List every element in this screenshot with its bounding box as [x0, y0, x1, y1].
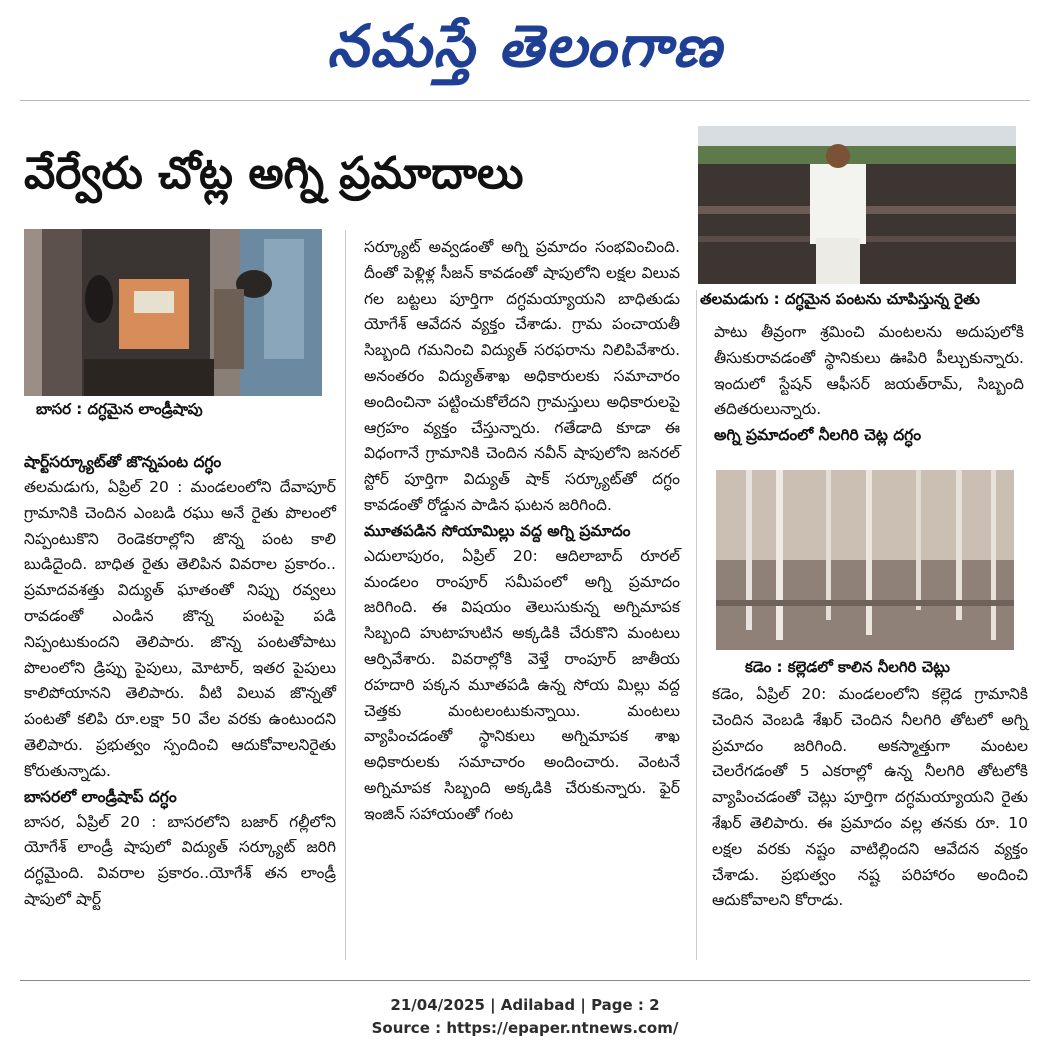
- column-divider: [345, 230, 346, 960]
- footer-date: 21/04/2025 | Adilabad | Page : 2: [390, 996, 660, 1014]
- column-divider: [696, 290, 697, 960]
- farmer-caption: తలమడుగు : దగ్ధమైన పంటను చూపిస్తున్న రైతు: [700, 290, 980, 308]
- article-paragraph: కడెం, ఏప్రిల్ 20: మండలంలోని కల్లెడ గ్రామానికి చెందిన వెంబడి శేఖర్ చెందిన నీలగిరి తోటలో అగ్ని ప్రమాదం జరిగింది. అకస్మాత్తుగా మంటల చెలరేగడంతో 5 ఎకరాల్లో ఉన్న నీలగిరి తోటలోకి వ్యాపించడంతో చెట్లు పూర్తిగా దగ్ధమయ్యాయని రైతు శేఖర్ తెలిపారు. ఈ ప్రమాదం వల్ల తనకు రూ. 10 లక్షల వరకు నష్టం వాటిల్లిందని ఆవేదన వ్యక్తం చేశాడు. ప్రభుత్వం నష్ట పరిహారం అందించి ఆదుకోవాలని కోరాడు.: [712, 685, 1028, 910]
- subheading: అగ్ని ప్రమాదంలో నీలగిరి చెట్ల దగ్ధం: [714, 426, 922, 445]
- subheading: షార్ట్‌సర్క్యూట్‌తో జొన్నపంట దగ్ధం: [24, 453, 222, 471]
- column-2: [364, 235, 680, 828]
- farmer-photo: [698, 126, 1016, 284]
- column-3-top: [714, 320, 1024, 448]
- masthead-rule: [20, 100, 1030, 101]
- column-1: [24, 450, 336, 913]
- article-paragraph: తలమడుగు, ఏప్రిల్ 20 : మండలంలోని దేవాపూర్ గ్రామానికి చెందిన ఎంబడి రఘు అనే రైతు పొలంలో నిప్పంటుకొని రెండెకరాల్లోని జొన్న పంట కాలి బుడిదైంది. బాధిత రైతు తెలిపిన వివరాల ప్రకారం.. ప్రమాదవశత్తు విద్యుత్ ఘాతంతో నిప్పు రవ్వలు రావడంతో ఎండిన జొన్న పంటపై పడి నిప్పంటుకుందని తెలిపారు. జొన్న పంటతోపాటు పొలంలోని డ్రిప్పు పైపులు, మోటార్, ఇతర పైపులు కాలిపోయానని తెలిపారు. వీటి విలువ జొన్నతో పంటతో కలిపి రూ.లక్షా 50 వేల వరకు ఉంటుందని తెలిపారు. ప్రభుత్వం స్పందించి ఆదుకోవాలనిరైతు కోరుతున్నాడు.: [24, 478, 336, 780]
- subheading: బాసరలో లాండ్రీషాప్ దగ్ధం: [24, 787, 177, 806]
- subheading: మూతపడిన సోయామిల్లు వద్ద అగ్ని ప్రమాదం: [364, 521, 631, 540]
- column-3-bottom: [712, 682, 1028, 914]
- footer-rule: [20, 980, 1030, 981]
- trees-photo: [716, 470, 1014, 650]
- masthead: [0, 6, 1050, 86]
- footer-source: Source : https://epaper.ntnews.com/: [371, 1019, 679, 1037]
- trees-caption: కడెం : కల్లెడలో కాలిన నీలగిరి చెట్లు: [745, 658, 950, 676]
- article-paragraph: ఎదులాపురం, ఏప్రిల్ 20: ఆదిలాబాద్ రూరల్ మండలం రాంపూర్ సమీపంలో అగ్ని ప్రమాదం జరిగింది. ఈ విషయం తెలుసుకున్న అగ్నిమాపక సిబ్బంది హుటాహుటిన అక్కడికి చేరుకొని మంటలు ఆర్పివేశారు. వివరాల్లోకి వెళ్తే రాంపూర్ జాతీయ రహదారి పక్కన మూతపడి ఉన్న సోయ మిల్లు వద్ద చెత్తకు మంటలంటుకున్నాయి. మంటలు వ్యాపించడంతో స్థానికులు అగ్నిమాపక శాఖ అధికారులకు సమాచారం అందించారు. వెంటనే అగ్నిమాపక సిబ్బంది అక్కడికి చేరుకున్నారు. ఫైర్ ఇంజిన్ సహాయంతో గంట: [364, 546, 680, 823]
- laundry-caption: బాసర : దగ్ధమైన లాండ్రీషాపు: [36, 400, 203, 418]
- laundry-photo: [24, 229, 322, 396]
- article-paragraph: బాసర, ఏప్రిల్ 20 : బాసరలోని బజార్ గల్లీలోని యోగేశ్ లాండ్రీ షాపులో విద్యుత్ సర్క్యూట్ జరిగి దగ్ధమైంది. వివరాల ప్రకారం..యోగేశ్ తన లాండ్రీ షాపులో షార్ట్: [24, 812, 336, 908]
- masthead-logo: నమస్తే తెలంగాణ: [327, 12, 723, 80]
- article-paragraph: పాటు తీవ్రంగా శ్రమించి మంటలను అదుపులోకి తీసుకురావడంతో స్థానికులు ఊపిరి పీల్చుకున్నారు. ఇందులో స్టేషన్ ఆఫీసర్ జయత్‌రామ్, సిబ్బంది తదితరులున్నారు.: [714, 323, 1024, 419]
- article-paragraph: సర్క్యూట్ అవ్వడంతో అగ్ని ప్రమాదం సంభవించింది. దీంతో పెళ్లిళ్ల సీజన్ కావడంతో షాపులోని లక్షల విలువ గల బట్టలు పూర్తిగా దగ్ధమయ్యాయని బాధితుడు యోగేశ్ ఆవేదన వ్యక్తం చేశాడు. గ్రామ పంచాయతీ సిబ్బంది గమనించి విద్యుత్ సరఫరాను నిలిపివేశారు. అనంతరం విద్యుత్‌శాఖ అధికారులకు సమాచారం అందించినా పట్టించుకోలేదని గ్రామస్తులు అధికారులపై ఆగ్రహం వ్యక్తం చేస్తున్నారు. గతేడాది కూడా ఈ విధంగానే గ్రామానికి చెందిన నవీన్ షాపులోని జనరల్ స్టోర్ పూర్తిగా విద్యుత్ షాక్ సర్క్యూట్‌తో దగ్ధం కావడంతో రోడ్డున పాడిన ఘటన జరిగింది.: [364, 238, 680, 514]
- headline: వేర్వేరు చోట్ల అగ్ని ప్రమాదాలు: [24, 148, 524, 199]
